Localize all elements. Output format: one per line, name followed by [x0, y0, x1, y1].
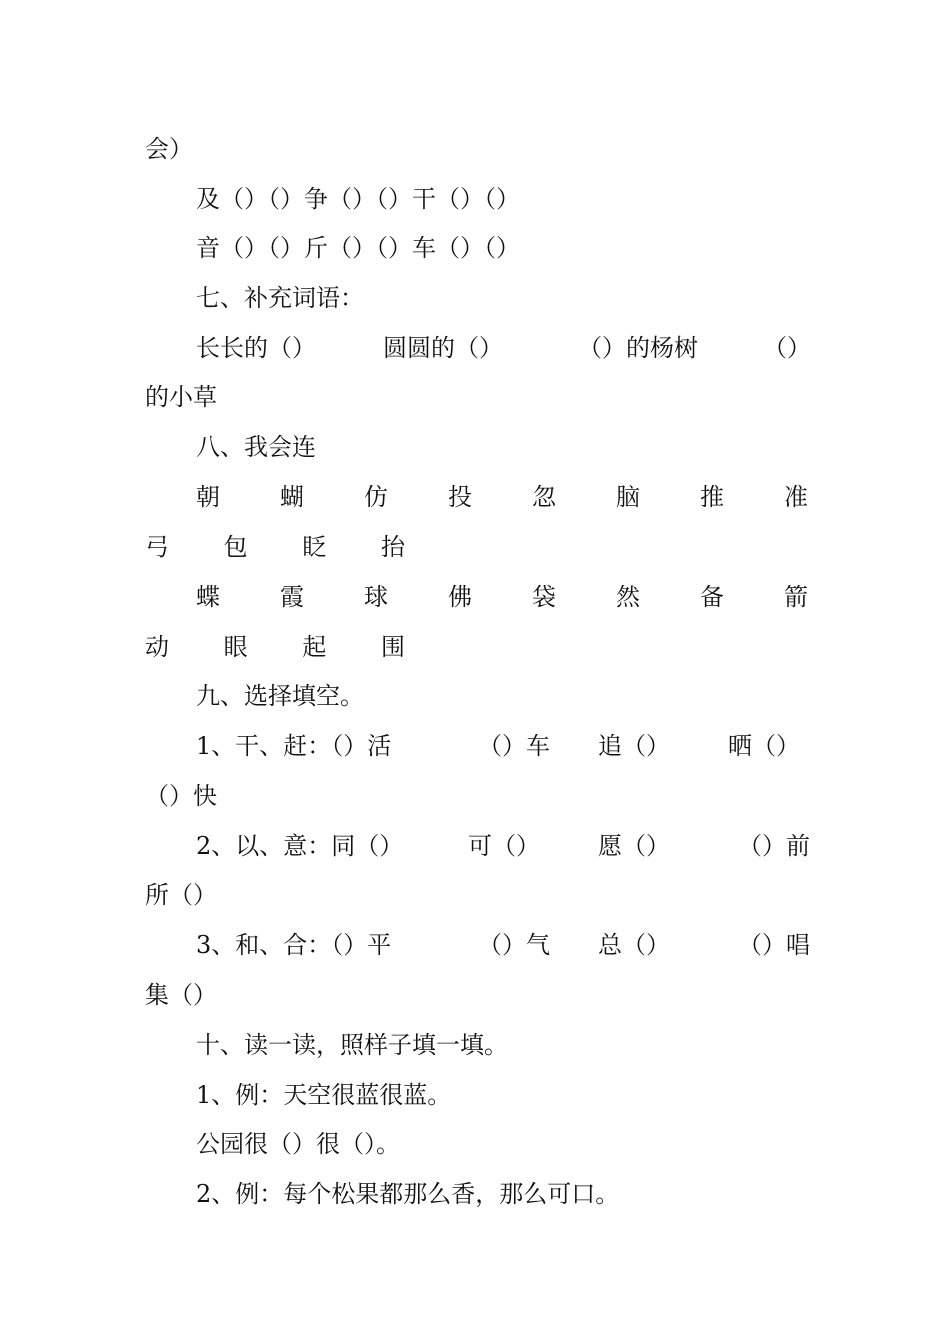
s9-item: 追（）	[598, 732, 670, 760]
text-line: 公园很（）很（）。	[196, 1130, 400, 1158]
s8-row2	[196, 582, 808, 612]
char: 霞	[280, 583, 304, 611]
char: 推	[700, 483, 724, 511]
s7-item: 圆圆的（）	[383, 334, 503, 362]
s9-q1	[0, 731, 950, 761]
char: 眨	[302, 533, 327, 561]
text-line: 2、例：每个松果都那么香，那么可口。	[196, 1180, 620, 1208]
s8-row1b	[145, 532, 405, 562]
s9-item: （）气	[478, 931, 550, 959]
s7-item: （）	[763, 334, 811, 362]
s8-row1	[196, 482, 808, 512]
s9-item: （）车	[478, 732, 550, 760]
s7-items-row	[0, 333, 950, 363]
text-line: （）快	[145, 782, 217, 810]
section-title-8: 八、我会连	[196, 433, 316, 461]
text-line: 音（）（）斤（）（）车（）（）	[196, 234, 520, 262]
char: 投	[448, 483, 472, 511]
s9-item: （）前	[738, 832, 810, 860]
s8-row2b	[145, 632, 405, 662]
text-line: 的小草	[145, 383, 217, 411]
s9-item: 愿（）	[598, 832, 670, 860]
s9-item: 总（）	[598, 931, 670, 959]
char: 备	[700, 583, 724, 611]
text-line: 及（）（）争（）（）干（）（）	[196, 185, 520, 213]
char: 蝶	[196, 583, 220, 611]
char: 球	[364, 583, 388, 611]
s9-item: 可（）	[468, 832, 540, 860]
char: 佛	[448, 583, 472, 611]
s9-item: 3、和、合：（）平	[196, 931, 392, 959]
char: 抬	[380, 533, 405, 561]
char: 脑	[616, 483, 640, 511]
char: 箭	[784, 583, 808, 611]
s9-item: 1、干、赶：（）活	[196, 732, 392, 760]
char: 袋	[532, 583, 556, 611]
text-line: 所（）	[145, 881, 217, 909]
char: 起	[302, 633, 327, 661]
char: 准	[784, 483, 808, 511]
char: 蝴	[280, 483, 304, 511]
section-title-9: 九、选择填空。	[196, 682, 364, 710]
s9-item: （）唱	[738, 931, 810, 959]
s7-item: （）的杨树	[578, 334, 698, 362]
char: 围	[380, 633, 405, 661]
s9-item: 2、以、意：同（）	[196, 832, 404, 860]
text-line: 1、例：天空很蓝很蓝。	[196, 1081, 452, 1109]
s9-q2	[0, 831, 950, 861]
char: 弓	[145, 533, 169, 561]
s7-item: 长长的（）	[196, 334, 316, 362]
char: 朝	[196, 483, 220, 511]
text-line: 集（）	[145, 981, 217, 1009]
section-title-7: 七、补充词语：	[196, 284, 364, 312]
char: 眼	[223, 633, 248, 661]
s9-q3	[0, 930, 950, 960]
section-title-10: 十、读一读，照样子填一填。	[196, 1031, 508, 1059]
char: 然	[616, 583, 640, 611]
char: 动	[145, 633, 169, 661]
char: 忽	[532, 483, 556, 511]
s9-item: 晒（）	[728, 732, 800, 760]
text-line: 会）	[145, 135, 193, 163]
char: 仿	[364, 483, 388, 511]
char: 包	[223, 533, 248, 561]
